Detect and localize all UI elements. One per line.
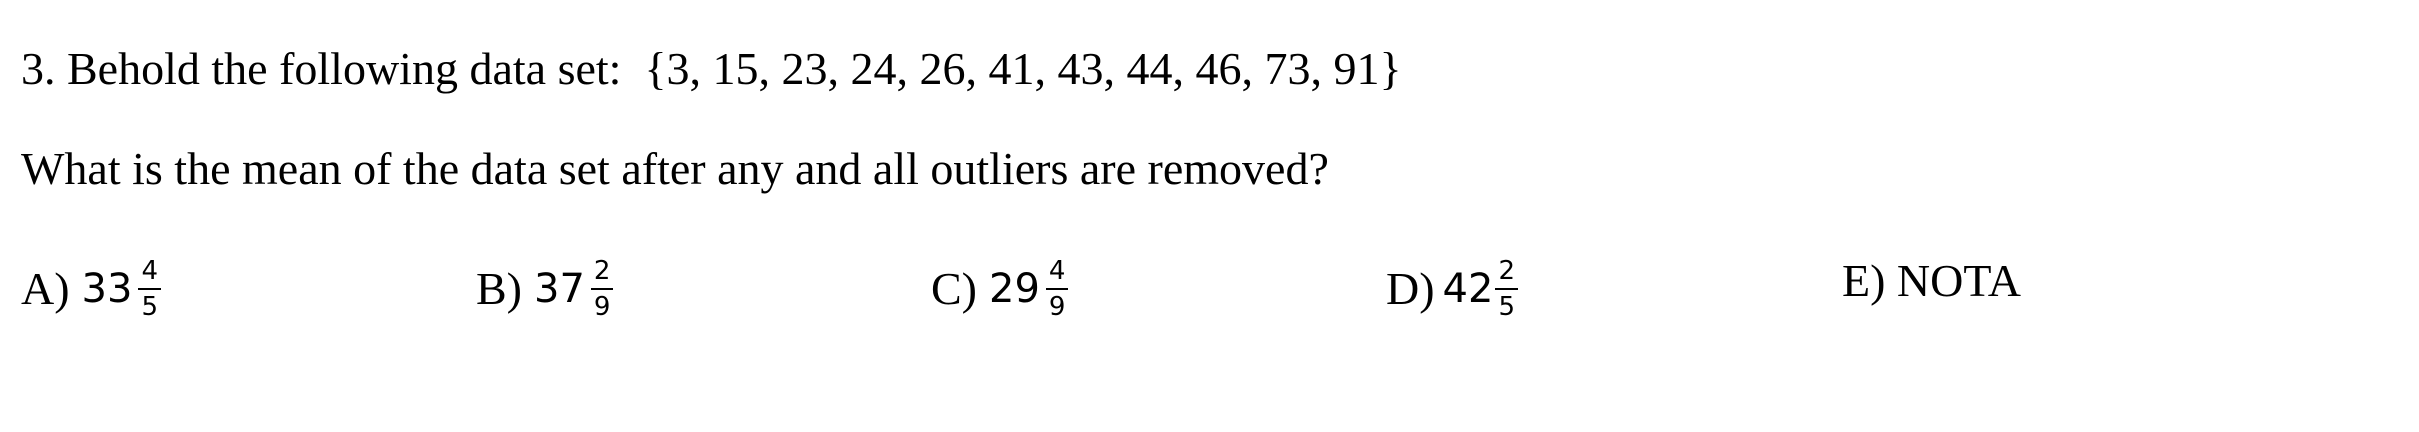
choice-e-text: NOTA — [1896, 255, 2021, 306]
choice-d-numerator: 2 — [1498, 256, 1515, 286]
choice-c-letter: C) — [931, 263, 977, 314]
choice-d-denominator: 5 — [1498, 292, 1515, 322]
question-stem — [21, 43, 1402, 94]
choice-e[interactable] — [1842, 255, 2021, 306]
choice-b-denominator: 9 — [593, 292, 611, 322]
choice-a-denominator: 5 — [141, 292, 158, 322]
choice-d[interactable] — [1386, 258, 1518, 320]
fraction-bar — [1046, 288, 1069, 290]
choice-a-numerator: 4 — [141, 256, 158, 286]
choice-e-letter: E) — [1842, 255, 1886, 306]
choice-a-letter: A) — [21, 263, 70, 314]
choice-a[interactable] — [21, 258, 161, 320]
fraction-bar — [1495, 288, 1518, 290]
choice-c[interactable] — [931, 258, 1068, 320]
choice-c-whole: 29 — [989, 266, 1040, 312]
choice-d-value — [1443, 258, 1518, 320]
choice-d-fraction — [1495, 258, 1518, 320]
choice-a-value — [82, 258, 161, 320]
fraction-bar — [138, 288, 161, 290]
data-set: {3, 15, 23, 24, 26, 41, 43, 44, 46, 73, 91} — [644, 43, 1402, 94]
choice-c-denominator: 9 — [1048, 292, 1066, 322]
choice-b-numerator: 2 — [593, 256, 611, 286]
question-number: 3. — [21, 43, 56, 94]
choice-b-fraction — [591, 258, 614, 320]
choice-b[interactable] — [476, 258, 613, 320]
choice-b-letter: B) — [476, 263, 522, 314]
question-prompt: What is the mean of the data set after any and all outliers are removed? — [21, 143, 1329, 194]
question-text: Behold the following data set: — [67, 43, 622, 94]
choice-c-fraction — [1046, 258, 1069, 320]
choice-a-fraction — [138, 258, 161, 320]
fraction-bar — [591, 288, 614, 290]
choice-d-letter: D) — [1386, 263, 1435, 314]
choice-b-value — [534, 258, 613, 320]
choice-b-whole: 37 — [534, 266, 585, 312]
choice-c-value — [989, 258, 1068, 320]
choice-d-whole: 42 — [1442, 266, 1494, 312]
choice-a-whole: 33 — [81, 266, 133, 312]
choice-c-numerator: 4 — [1048, 256, 1066, 286]
